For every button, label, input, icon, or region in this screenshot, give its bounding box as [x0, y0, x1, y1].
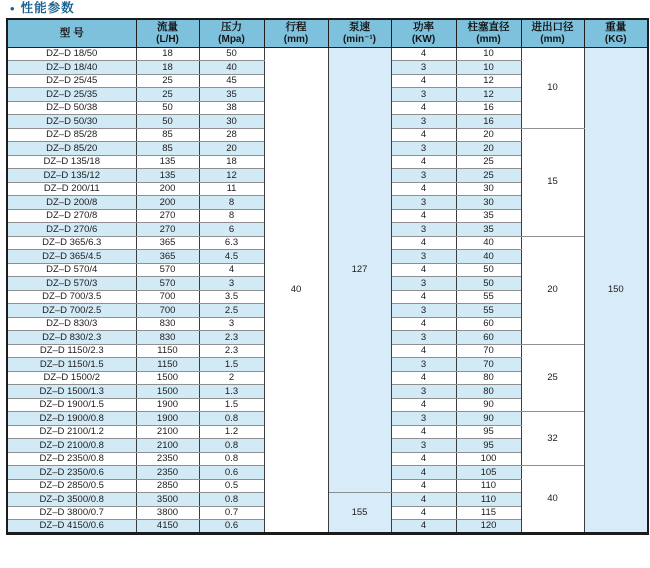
pressure-cell: 4 [199, 263, 264, 277]
flow-cell: 1900 [136, 412, 199, 426]
inlet-outlet-diameter-cell: 15 [521, 128, 584, 236]
model-cell: DZ–D 1900/1.5 [7, 398, 136, 412]
plunger-diameter-cell: 110 [456, 493, 521, 507]
column-header [456, 19, 521, 47]
pressure-cell: 0.8 [199, 493, 264, 507]
pressure-cell: 1.5 [199, 398, 264, 412]
pressure-cell: 2.3 [199, 344, 264, 358]
pressure-cell: 0.7 [199, 506, 264, 520]
weight-cell: 150 [584, 47, 648, 533]
pressure-cell: 8 [199, 196, 264, 210]
pressure-cell: 0.5 [199, 479, 264, 493]
power-cell: 3 [391, 331, 456, 345]
plunger-diameter-cell: 25 [456, 169, 521, 183]
flow-cell: 365 [136, 250, 199, 264]
power-cell: 4 [391, 506, 456, 520]
power-cell: 3 [391, 385, 456, 399]
plunger-diameter-cell: 70 [456, 344, 521, 358]
flow-cell: 1150 [136, 358, 199, 372]
column-header [328, 19, 391, 47]
column-header-unit: (KG) [604, 33, 627, 45]
pressure-cell: 50 [199, 47, 264, 61]
flow-cell: 50 [136, 101, 199, 115]
flow-cell: 18 [136, 61, 199, 75]
column-header-title: 柱塞直径 [467, 21, 510, 33]
plunger-diameter-cell: 16 [456, 115, 521, 129]
inlet-outlet-diameter-cell: 40 [521, 466, 584, 534]
plunger-diameter-cell: 55 [456, 304, 521, 318]
model-cell: DZ–D 2100/0.8 [7, 439, 136, 453]
plunger-diameter-cell: 70 [456, 358, 521, 372]
flow-cell: 25 [136, 74, 199, 88]
power-cell: 4 [391, 520, 456, 534]
plunger-diameter-cell: 10 [456, 61, 521, 75]
column-header-title: 泵速 [349, 21, 370, 33]
model-cell: DZ–D 1900/0.8 [7, 412, 136, 426]
column-header-title: 行程 [285, 21, 307, 33]
model-cell: DZ–D 830/3 [7, 317, 136, 331]
model-cell: DZ–D 570/3 [7, 277, 136, 291]
model-cell: DZ–D 365/4.5 [7, 250, 136, 264]
pressure-cell: 11 [199, 182, 264, 196]
pressure-cell: 3 [199, 317, 264, 331]
power-cell: 4 [391, 290, 456, 304]
pressure-cell: 0.8 [199, 452, 264, 466]
page-title: 性能参数 [20, 0, 75, 15]
plunger-diameter-cell: 95 [456, 425, 521, 439]
power-cell: 4 [391, 452, 456, 466]
plunger-diameter-cell: 80 [456, 385, 521, 399]
flow-cell: 3800 [136, 506, 199, 520]
section-title [10, 1, 650, 15]
power-cell: 4 [391, 344, 456, 358]
column-header-unit: (L/H) [156, 33, 179, 45]
model-cell: DZ–D 2350/0.6 [7, 466, 136, 480]
plunger-diameter-cell: 20 [456, 128, 521, 142]
pressure-cell: 0.8 [199, 412, 264, 426]
plunger-diameter-cell: 35 [456, 209, 521, 223]
plunger-diameter-cell: 16 [456, 101, 521, 115]
column-header [7, 19, 136, 47]
power-cell: 4 [391, 466, 456, 480]
column-header-title: 进出口径 [531, 21, 574, 33]
column-header-title: 压力 [221, 21, 242, 33]
model-cell: DZ–D 85/28 [7, 128, 136, 142]
plunger-diameter-cell: 30 [456, 182, 521, 196]
column-header-unit: (KW) [411, 33, 436, 45]
plunger-diameter-cell: 60 [456, 331, 521, 345]
flow-cell: 1500 [136, 371, 199, 385]
pressure-cell: 2 [199, 371, 264, 385]
plunger-diameter-cell: 40 [456, 250, 521, 264]
model-cell: DZ–D 270/8 [7, 209, 136, 223]
plunger-diameter-cell: 100 [456, 452, 521, 466]
power-cell: 3 [391, 196, 456, 210]
power-cell: 3 [391, 250, 456, 264]
column-header-title: 功率 [413, 21, 434, 33]
power-cell: 4 [391, 425, 456, 439]
power-cell: 4 [391, 317, 456, 331]
flow-cell: 2350 [136, 466, 199, 480]
flow-cell: 85 [136, 128, 199, 142]
column-header [199, 19, 264, 47]
plunger-diameter-cell: 20 [456, 142, 521, 156]
power-cell: 4 [391, 182, 456, 196]
flow-cell: 2100 [136, 439, 199, 453]
pressure-cell: 45 [199, 74, 264, 88]
pressure-cell: 4.5 [199, 250, 264, 264]
plunger-diameter-cell: 40 [456, 236, 521, 250]
power-cell: 3 [391, 61, 456, 75]
flow-cell: 365 [136, 236, 199, 250]
pressure-cell: 3.5 [199, 290, 264, 304]
flow-cell: 2850 [136, 479, 199, 493]
model-cell: DZ–D 1500/2 [7, 371, 136, 385]
model-cell: DZ–D 18/40 [7, 61, 136, 75]
plunger-diameter-cell: 12 [456, 74, 521, 88]
power-cell: 3 [391, 277, 456, 291]
flow-cell: 1900 [136, 398, 199, 412]
plunger-diameter-cell: 95 [456, 439, 521, 453]
power-cell: 3 [391, 304, 456, 318]
flow-cell: 270 [136, 209, 199, 223]
column-header-unit: (Mpa) [218, 33, 245, 45]
column-header-title: 型 号 [59, 27, 84, 39]
flow-cell: 135 [136, 155, 199, 169]
power-cell: 3 [391, 223, 456, 237]
flow-cell: 85 [136, 142, 199, 156]
flow-cell: 270 [136, 223, 199, 237]
flow-cell: 200 [136, 182, 199, 196]
inlet-outlet-diameter-cell: 10 [521, 47, 584, 128]
model-cell: DZ–D 1150/1.5 [7, 358, 136, 372]
pressure-cell: 35 [199, 88, 264, 102]
pressure-cell: 18 [199, 155, 264, 169]
pressure-cell: 0.6 [199, 466, 264, 480]
pressure-cell: 6 [199, 223, 264, 237]
power-cell: 4 [391, 493, 456, 507]
model-cell: DZ–D 200/8 [7, 196, 136, 210]
power-cell: 3 [391, 142, 456, 156]
power-cell: 4 [391, 155, 456, 169]
column-header-title: 流量 [157, 21, 178, 33]
model-cell: DZ–D 50/30 [7, 115, 136, 129]
pressure-cell: 12 [199, 169, 264, 183]
flow-cell: 2100 [136, 425, 199, 439]
power-cell: 4 [391, 263, 456, 277]
pressure-cell: 0.8 [199, 439, 264, 453]
column-header-unit: (min⁻¹) [342, 33, 377, 45]
pump-speed-cell: 155 [328, 493, 391, 534]
flow-cell: 200 [136, 196, 199, 210]
flow-cell: 18 [136, 47, 199, 61]
power-cell: 4 [391, 101, 456, 115]
model-cell: DZ–D 570/4 [7, 263, 136, 277]
model-cell: DZ–D 200/11 [7, 182, 136, 196]
column-header-unit: (mm) [283, 33, 309, 45]
power-cell: 4 [391, 47, 456, 61]
model-cell: DZ–D 830/2.3 [7, 331, 136, 345]
pressure-cell: 6.3 [199, 236, 264, 250]
table-row [7, 47, 648, 61]
pressure-cell: 2.5 [199, 304, 264, 318]
power-cell: 3 [391, 439, 456, 453]
model-cell: DZ–D 2350/0.8 [7, 452, 136, 466]
stroke-cell: 40 [264, 47, 328, 533]
inlet-outlet-diameter-cell: 32 [521, 412, 584, 466]
column-header [136, 19, 199, 47]
pressure-cell: 1.2 [199, 425, 264, 439]
plunger-diameter-cell: 120 [456, 520, 521, 534]
model-cell: DZ–D 4150/0.6 [7, 520, 136, 534]
column-header [521, 19, 584, 47]
pressure-cell: 8 [199, 209, 264, 223]
bullet-icon: • [10, 0, 15, 16]
flow-cell: 25 [136, 88, 199, 102]
power-cell: 4 [391, 236, 456, 250]
pressure-cell: 28 [199, 128, 264, 142]
flow-cell: 50 [136, 115, 199, 129]
plunger-diameter-cell: 105 [456, 466, 521, 480]
column-header-unit: (mm) [476, 33, 501, 45]
pressure-cell: 20 [199, 142, 264, 156]
model-cell: DZ–D 25/35 [7, 88, 136, 102]
column-header-title: 重量 [605, 21, 627, 33]
model-cell: DZ–D 1150/2.3 [7, 344, 136, 358]
power-cell: 4 [391, 74, 456, 88]
plunger-diameter-cell: 90 [456, 412, 521, 426]
power-cell: 4 [391, 398, 456, 412]
pump-speed-cell: 127 [328, 47, 391, 493]
plunger-diameter-cell: 60 [456, 317, 521, 331]
power-cell: 3 [391, 358, 456, 372]
plunger-diameter-cell: 12 [456, 88, 521, 102]
inlet-outlet-diameter-cell: 20 [521, 236, 584, 344]
model-cell: DZ–D 3500/0.8 [7, 493, 136, 507]
plunger-diameter-cell: 25 [456, 155, 521, 169]
model-cell: DZ–D 50/38 [7, 101, 136, 115]
flow-cell: 570 [136, 263, 199, 277]
pressure-cell: 0.6 [199, 520, 264, 534]
flow-cell: 830 [136, 331, 199, 345]
plunger-diameter-cell: 55 [456, 290, 521, 304]
flow-cell: 700 [136, 304, 199, 318]
pressure-cell: 2.3 [199, 331, 264, 345]
plunger-diameter-cell: 50 [456, 263, 521, 277]
plunger-diameter-cell: 10 [456, 47, 521, 61]
power-cell: 4 [391, 479, 456, 493]
pressure-cell: 30 [199, 115, 264, 129]
pressure-cell: 3 [199, 277, 264, 291]
pressure-cell: 1.3 [199, 385, 264, 399]
power-cell: 3 [391, 169, 456, 183]
power-cell: 4 [391, 371, 456, 385]
pressure-cell: 38 [199, 101, 264, 115]
performance-parameters-table [6, 18, 649, 535]
power-cell: 3 [391, 115, 456, 129]
power-cell: 4 [391, 128, 456, 142]
plunger-diameter-cell: 90 [456, 398, 521, 412]
inlet-outlet-diameter-cell: 25 [521, 344, 584, 412]
plunger-diameter-cell: 50 [456, 277, 521, 291]
flow-cell: 135 [136, 169, 199, 183]
plunger-diameter-cell: 110 [456, 479, 521, 493]
model-cell: DZ–D 135/18 [7, 155, 136, 169]
model-cell: DZ–D 1500/1.3 [7, 385, 136, 399]
column-header [264, 19, 328, 47]
model-cell: DZ–D 3800/0.7 [7, 506, 136, 520]
flow-cell: 1500 [136, 385, 199, 399]
model-cell: DZ–D 2100/1.2 [7, 425, 136, 439]
model-cell: DZ–D 85/20 [7, 142, 136, 156]
column-header-unit: (mm) [540, 33, 565, 45]
plunger-diameter-cell: 35 [456, 223, 521, 237]
model-cell: DZ–D 135/12 [7, 169, 136, 183]
power-cell: 3 [391, 412, 456, 426]
power-cell: 4 [391, 209, 456, 223]
flow-cell: 570 [136, 277, 199, 291]
model-cell: DZ–D 25/45 [7, 74, 136, 88]
model-cell: DZ–D 700/3.5 [7, 290, 136, 304]
flow-cell: 2350 [136, 452, 199, 466]
flow-cell: 830 [136, 317, 199, 331]
pressure-cell: 1.5 [199, 358, 264, 372]
model-cell: DZ–D 700/2.5 [7, 304, 136, 318]
flow-cell: 3500 [136, 493, 199, 507]
flow-cell: 700 [136, 290, 199, 304]
plunger-diameter-cell: 115 [456, 506, 521, 520]
model-cell: DZ–D 18/50 [7, 47, 136, 61]
plunger-diameter-cell: 30 [456, 196, 521, 210]
flow-cell: 1150 [136, 344, 199, 358]
header-row [7, 19, 648, 47]
flow-cell: 4150 [136, 520, 199, 534]
column-header [584, 19, 648, 47]
plunger-diameter-cell: 80 [456, 371, 521, 385]
column-header [391, 19, 456, 47]
model-cell: DZ–D 2850/0.5 [7, 479, 136, 493]
model-cell: DZ–D 270/6 [7, 223, 136, 237]
pressure-cell: 40 [199, 61, 264, 75]
model-cell: DZ–D 365/6.3 [7, 236, 136, 250]
power-cell: 3 [391, 88, 456, 102]
